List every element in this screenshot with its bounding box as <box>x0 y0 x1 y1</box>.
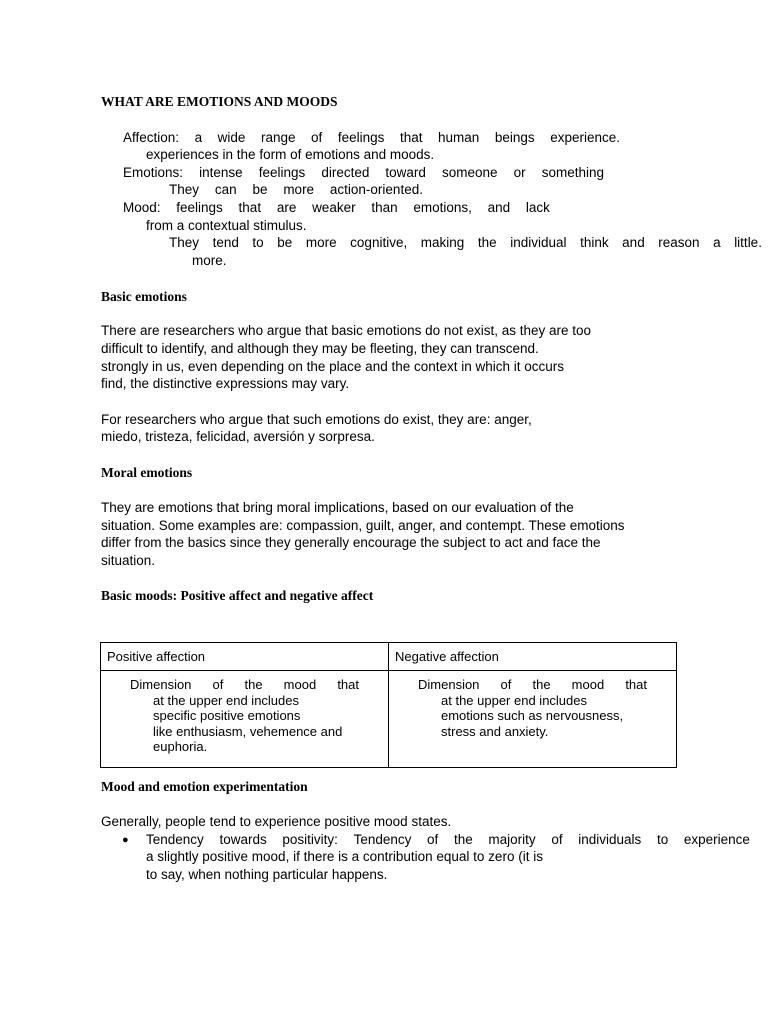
table-row <box>101 671 677 768</box>
table-header-row <box>101 643 677 671</box>
word: the <box>244 677 263 692</box>
word: little. <box>734 235 762 250</box>
bullet-line-3: to say, when nothing particular happens. <box>146 867 388 882</box>
experimentation-heading: Mood and emotion experimentation <box>101 779 308 794</box>
word: experience <box>683 832 750 847</box>
word: or <box>513 165 526 180</box>
cell-line: emotions such as nervousness, <box>441 708 624 723</box>
affection-definition-line-1 <box>123 129 620 147</box>
emotions-definition-line-1 <box>123 164 604 182</box>
word: that <box>399 130 423 145</box>
basic-emotions-list-line: For researchers who argue that such emotions do exist, they are: anger, <box>101 412 532 427</box>
word: towards <box>219 832 267 847</box>
basic-emotions-paragraph-line: find, the distinctive expressions may vary. <box>101 376 350 391</box>
affection-definition-line-2: experiences in the form of emotions and moods. <box>146 147 435 162</box>
word: something <box>541 165 604 180</box>
cell-line: at the upper end includes <box>441 692 587 708</box>
word: Tendency <box>353 832 412 847</box>
moral-emotions-paragraph-line: differ from the basics since they generally encourage the subject to act and face the <box>101 535 601 550</box>
word: Mood: <box>123 200 161 215</box>
word: toward <box>385 165 426 180</box>
negative-affection-header: Negative affection <box>389 643 677 671</box>
word: They <box>169 235 200 250</box>
word: Tendency <box>146 832 204 847</box>
word: of <box>311 130 323 145</box>
word: more <box>305 235 337 250</box>
emotions-definition-line-2 <box>169 181 423 199</box>
cell-line: like enthusiasm, vehemence and <box>153 723 343 739</box>
word: Affection: <box>123 130 180 145</box>
word: of <box>500 677 512 692</box>
word: to <box>656 832 669 847</box>
positive-affection-cell <box>101 671 389 768</box>
moral-emotions-paragraph-line: situation. <box>101 553 156 568</box>
word: to <box>252 235 264 250</box>
word: experience. <box>550 130 620 145</box>
word: making <box>420 235 465 250</box>
word: reason <box>658 235 700 250</box>
word: more <box>283 182 315 197</box>
word: a <box>713 235 721 250</box>
word: individual <box>510 235 567 250</box>
word: wide <box>217 130 246 145</box>
page-title: WHAT ARE EMOTIONS AND MOODS <box>101 94 338 109</box>
word: feelings <box>337 130 385 145</box>
word: and <box>622 235 645 250</box>
word: be <box>277 235 293 250</box>
word: emotions, <box>413 200 472 215</box>
word: be <box>252 182 268 197</box>
word: the <box>453 832 473 847</box>
basic-emotions-paragraph-line: difficult to identify, and although they may be fleeting, they can transcend. <box>101 341 539 356</box>
word: individuals <box>578 832 642 847</box>
word: that <box>238 200 262 215</box>
negative-affection-cell <box>389 671 677 768</box>
word: weaker <box>312 200 356 215</box>
word: tend <box>212 235 239 250</box>
word: Dimension <box>130 677 192 692</box>
word: than <box>371 200 398 215</box>
affect-table <box>100 642 677 768</box>
basic-emotions-paragraph-line: strongly in us, even depending on the place and the context in which it occurs <box>101 359 565 374</box>
basic-emotions-list-line: miedo, tristeza, felicidad, aversión y sorpresa. <box>101 429 375 444</box>
cell-first-line <box>418 677 647 693</box>
mood-definition-line-4: more. <box>192 253 227 268</box>
experimentation-paragraph: Generally, people tend to experience positive mood states. <box>101 814 452 829</box>
mood-definition-line-3 <box>169 234 762 252</box>
word: the <box>477 235 497 250</box>
word: They <box>169 182 200 197</box>
word: can <box>214 182 237 197</box>
word: lack <box>525 200 550 215</box>
word: that <box>625 677 647 692</box>
word: a <box>194 130 203 145</box>
moral-emotions-paragraph-line: situation. Some examples are: compassion, guilt, anger, and contempt. These emotions <box>101 518 625 533</box>
basic-emotions-heading: Basic emotions <box>101 289 187 304</box>
word: think <box>580 235 609 250</box>
word: mood <box>571 677 605 692</box>
word: Dimension <box>418 677 480 692</box>
mood-definition-line-2: from a contextual stimulus. <box>146 218 307 233</box>
word: feelings <box>176 200 223 215</box>
bullet-line-1 <box>146 831 750 849</box>
word: mood <box>283 677 317 692</box>
cell-line: euphoria. <box>153 739 208 754</box>
word: of <box>427 832 439 847</box>
word: and <box>487 200 511 215</box>
word: of <box>551 832 563 847</box>
word: someone <box>442 165 498 180</box>
basic-emotions-paragraph-line: There are researchers who argue that basic emotions do not exist, as they are too <box>101 323 592 338</box>
cell-line: stress and anxiety. <box>441 723 549 739</box>
word: human <box>438 130 480 145</box>
word: the <box>532 677 551 692</box>
moral-emotions-paragraph-line: They are emotions that bring moral implications, based on our evaluation of the <box>101 500 574 515</box>
word: directed <box>321 165 370 180</box>
word: cognitive, <box>350 235 408 250</box>
cell-line: specific positive emotions <box>153 708 301 723</box>
moral-emotions-heading: Moral emotions <box>101 465 193 480</box>
cell-line: at the upper end includes <box>153 692 299 708</box>
basic-moods-heading: Basic moods: Positive affect and negative affect <box>101 588 374 603</box>
word: Emotions: <box>123 165 184 180</box>
bullet-line-2: a slightly positive mood, if there is a contribution equal to zero (it is <box>146 849 543 864</box>
word: positivity: <box>282 832 338 847</box>
cell-first-line <box>130 677 359 693</box>
bullet-icon: ● <box>122 834 129 846</box>
word: intense <box>199 165 243 180</box>
word: of <box>212 677 224 692</box>
word: majority <box>488 832 536 847</box>
word: range <box>260 130 296 145</box>
positive-affection-header: Positive affection <box>101 643 389 671</box>
mood-definition-line-1 <box>123 199 550 217</box>
word: are <box>276 200 297 215</box>
word: action-oriented. <box>329 182 423 197</box>
word: beings <box>494 130 535 145</box>
word: that <box>337 677 359 692</box>
word: feelings <box>258 165 306 180</box>
